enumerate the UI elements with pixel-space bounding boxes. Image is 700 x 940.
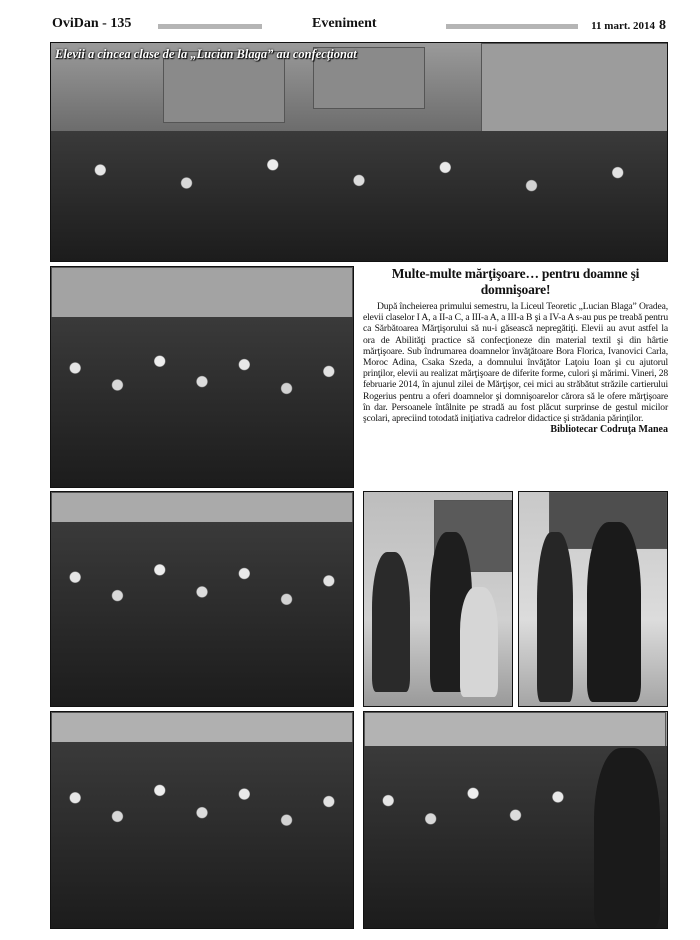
group-photo-top: [50, 42, 668, 262]
class-photo-2: [50, 491, 354, 707]
header-rule-left: [158, 24, 262, 29]
publication-name: OviDan - 135: [52, 16, 132, 31]
issue-date-block: [591, 18, 666, 34]
article-body: După încheierea primului semestru, la Liceul Teoretic „Lucian Blaga” Oradea, elevii claselor I A, a II-a C, a III-a A, a III-a B şi a IV-a A s-au pus pe treabă pentru ca Sărbătoarea Mărţişorului să nu-i găsească nepregătiţi. Elevii au avut astfel la ora de Abilităţi practice să confecţioneze din material textil şi din hârtie mărţişoare. Sub îndrumarea doamnelor învăţătoare Bora Florica, Ivanovici Carla, Moroc Adina, Csaka Szeda, a domnului învăţător Laţoiu Ioan şi cu ajutorul prinţilor, elevii au realizat mărţişoare de diferite forme, culori şi mărimi. Vineri, 28 februarie 2014, în ajunul zilei de Mărţişor, cei mici au străbătut străzile cartierului Rogerius pentru a oferi doamnelor şi domnişoarelor cărora să le ofere mărţişoare în dar. Persoanele întâlnite pe stradă au fost plăcut surprinse de gestul micilor şcolari, apreciind totodată iniţiativa cadrelor didactice şi strădania părinţilor.: [363, 301, 668, 425]
issue-date: 11 mart. 2014: [591, 20, 655, 32]
section-title: Eveniment: [312, 16, 377, 31]
class-photo-4: [50, 711, 354, 929]
photo-caption: Elevii a cincea clase de la „Lucian Blaga” au confecţionat: [55, 47, 357, 61]
article-signature: Bibliotecar Codruţa Manea: [550, 424, 668, 436]
class-photo-1: [50, 266, 354, 488]
page-header: [0, 0, 700, 34]
street-photo-1: [363, 491, 513, 707]
page-number: 8: [659, 18, 666, 33]
street-photo-2: [518, 491, 668, 707]
article: [363, 266, 668, 488]
class-photo-3: [363, 711, 668, 929]
article-title: Multe-multe mărţişoare… pentru doamne şi domnişoare!: [391, 266, 640, 297]
header-rule-right: [446, 24, 578, 29]
